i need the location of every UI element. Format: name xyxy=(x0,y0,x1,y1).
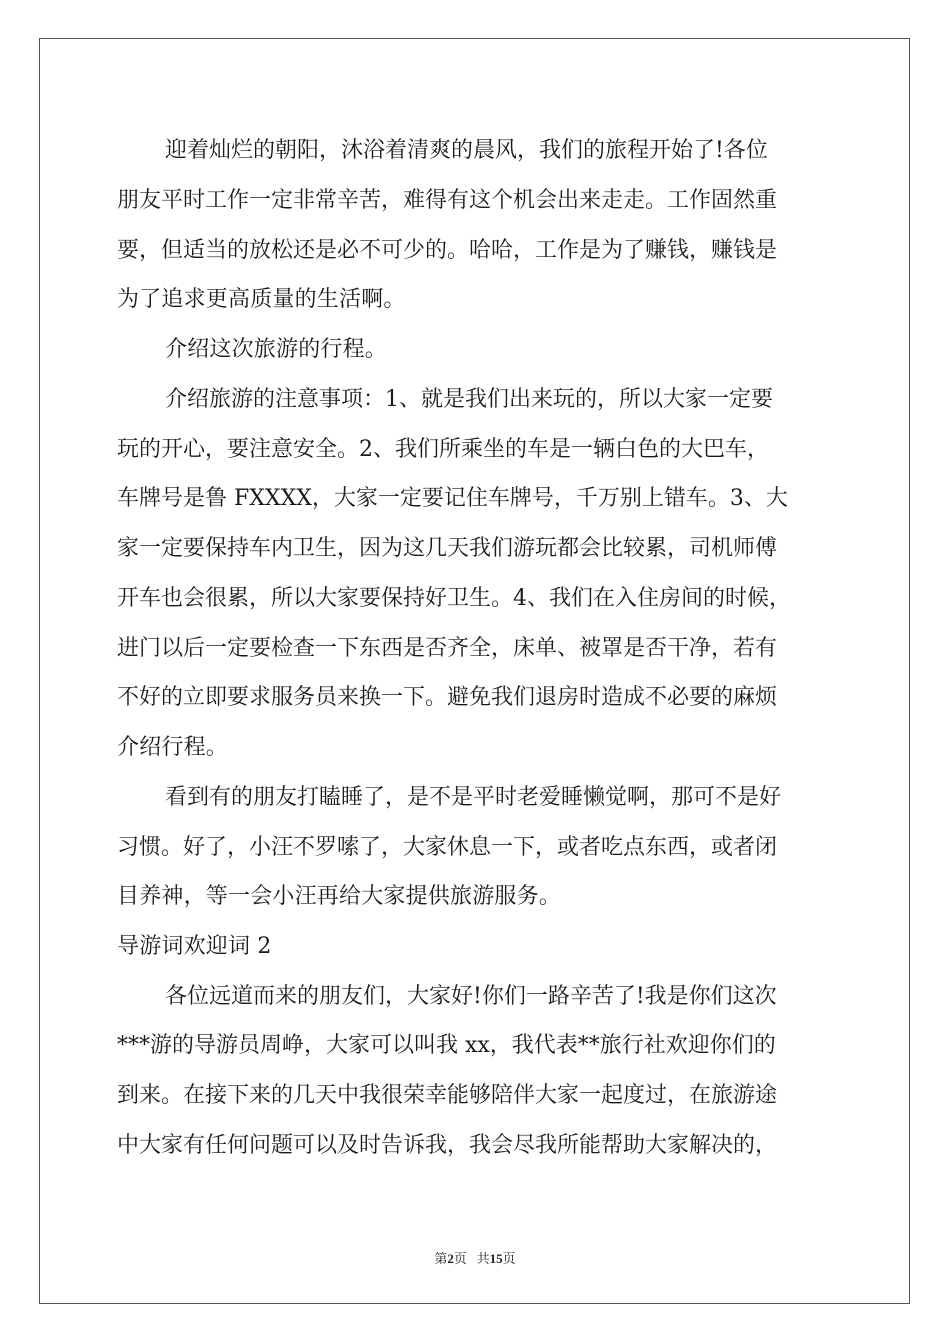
page-border xyxy=(39,38,910,1304)
paragraph-line: 不好的立即要求服务员来换一下。避免我们退房时造成不必要的麻烦 xyxy=(117,685,778,710)
page-footer xyxy=(0,1248,950,1267)
page-prefix: 第 xyxy=(434,1251,448,1266)
paragraph-line: ***游的导游员周峥，大家可以叫我 xx，我代表**旅行社欢迎你们的 xyxy=(117,1033,776,1058)
paragraph-line: 介绍行程。 xyxy=(117,735,229,760)
page-total: 15 xyxy=(489,1251,503,1266)
total-prefix: 共 xyxy=(476,1251,490,1266)
total-unit: 页 xyxy=(502,1251,516,1266)
paragraph-line: 进门以后一定要检查一下东西是否齐全，床单、被罩是否干净，若有 xyxy=(117,636,778,661)
section-heading: 导游词欢迎词 2 xyxy=(117,934,272,959)
paragraph-line: 介绍旅游的注意事项：1、就是我们出来玩的，所以大家一定要 xyxy=(165,387,773,412)
paragraph-line: 各位远道而来的朋友们，大家好!你们一路辛苦了!我是你们这次 xyxy=(165,984,777,1009)
paragraph-line: 车牌号是鲁 FXXXX，大家一定要记住车牌号，千万别上错车。3、大 xyxy=(117,486,788,511)
paragraph-line: 目养神，等一会小汪再给大家提供旅游服务。 xyxy=(117,884,562,909)
page-unit: 页 xyxy=(453,1251,467,1266)
paragraph-line: 迎着灿烂的朝阳，沐浴着清爽的晨风，我们的旅程开始了!各位 xyxy=(165,138,768,163)
paragraph-line: 家一定要保持车内卫生，因为这几天我们游玩都会比较累，司机师傅 xyxy=(117,536,778,561)
paragraph-line: 看到有的朋友打瞌睡了，是不是平时老爱睡懒觉啊，那可不是好 xyxy=(165,785,782,810)
paragraph-line: 到来。在接下来的几天中我很荣幸能够陪伴大家一起度过，在旅游途 xyxy=(117,1083,778,1108)
paragraph-line: 中大家有任何问题可以及时告诉我，我会尽我所能帮助大家解决的， xyxy=(117,1133,778,1158)
paragraph-line: 朋友平时工作一定非常辛苦，难得有这个机会出来走走。工作固然重 xyxy=(117,188,778,213)
paragraph-line: 为了追求更高质量的生活啊。 xyxy=(117,287,406,312)
paragraph-line: 要，但适当的放松还是必不可少的。哈哈，工作是为了赚钱，赚钱是 xyxy=(117,238,778,263)
paragraph-line: 习惯。好了，小汪不罗嗦了，大家休息一下，或者吃点东西，或者闭 xyxy=(117,835,778,860)
paragraph-line: 开车也会很累，所以大家要保持好卫生。4、我们在入住房间的时候， xyxy=(117,586,791,611)
paragraph-line: 介绍这次旅游的行程。 xyxy=(165,337,388,362)
paragraph-line: 玩的开心，要注意安全。2、我们所乘坐的车是一辆白色的大巴车， xyxy=(117,437,769,462)
page-current: 2 xyxy=(447,1251,454,1266)
